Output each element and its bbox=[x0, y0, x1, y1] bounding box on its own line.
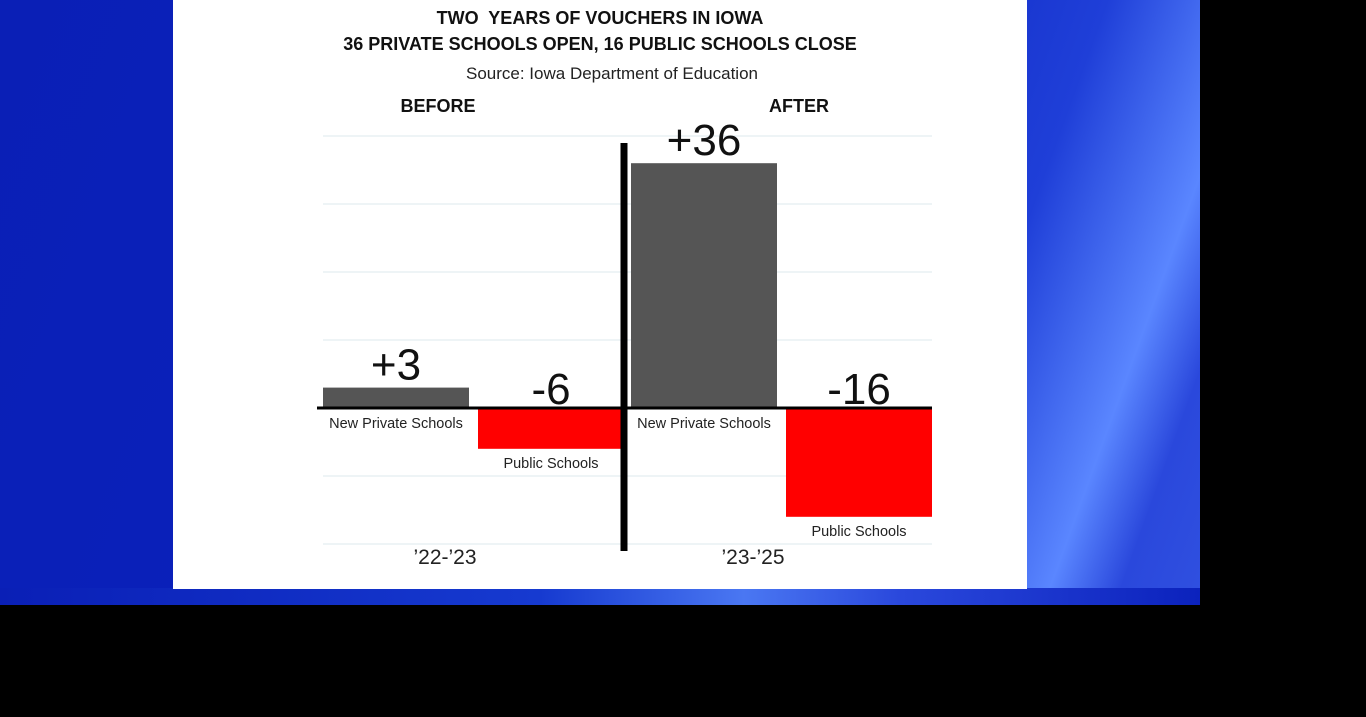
category-label: Public Schools bbox=[503, 455, 599, 472]
data-label: +3 bbox=[370, 340, 422, 390]
category-label: Public Schools bbox=[811, 523, 907, 540]
category-label: New Private Schools bbox=[329, 416, 463, 432]
chart-panel bbox=[173, 0, 1027, 589]
data-label: -6 bbox=[531, 365, 571, 414]
background-strip bbox=[0, 588, 1200, 605]
bar-chart bbox=[173, 0, 1027, 589]
period-label: ’23-’25 bbox=[721, 546, 785, 569]
bar bbox=[631, 163, 777, 408]
bar bbox=[478, 408, 624, 449]
chart-title: TWO YEARS OF VOUCHERS IN IOWA bbox=[436, 8, 764, 28]
panel-heading-before: BEFORE bbox=[400, 96, 476, 116]
category-label: New Private Schools bbox=[637, 416, 771, 432]
chart-source: Source: Iowa Department of Education bbox=[466, 64, 758, 83]
bar bbox=[323, 388, 469, 408]
bar bbox=[786, 408, 932, 517]
panel-heading-after: AFTER bbox=[769, 96, 829, 116]
data-label: +36 bbox=[666, 116, 742, 166]
period-label: ’22-’23 bbox=[413, 546, 477, 569]
chart-subtitle: 36 PRIVATE SCHOOLS OPEN, 16 PUBLIC SCHOOLS CLOSE bbox=[343, 34, 857, 54]
data-label: -16 bbox=[827, 365, 891, 414]
